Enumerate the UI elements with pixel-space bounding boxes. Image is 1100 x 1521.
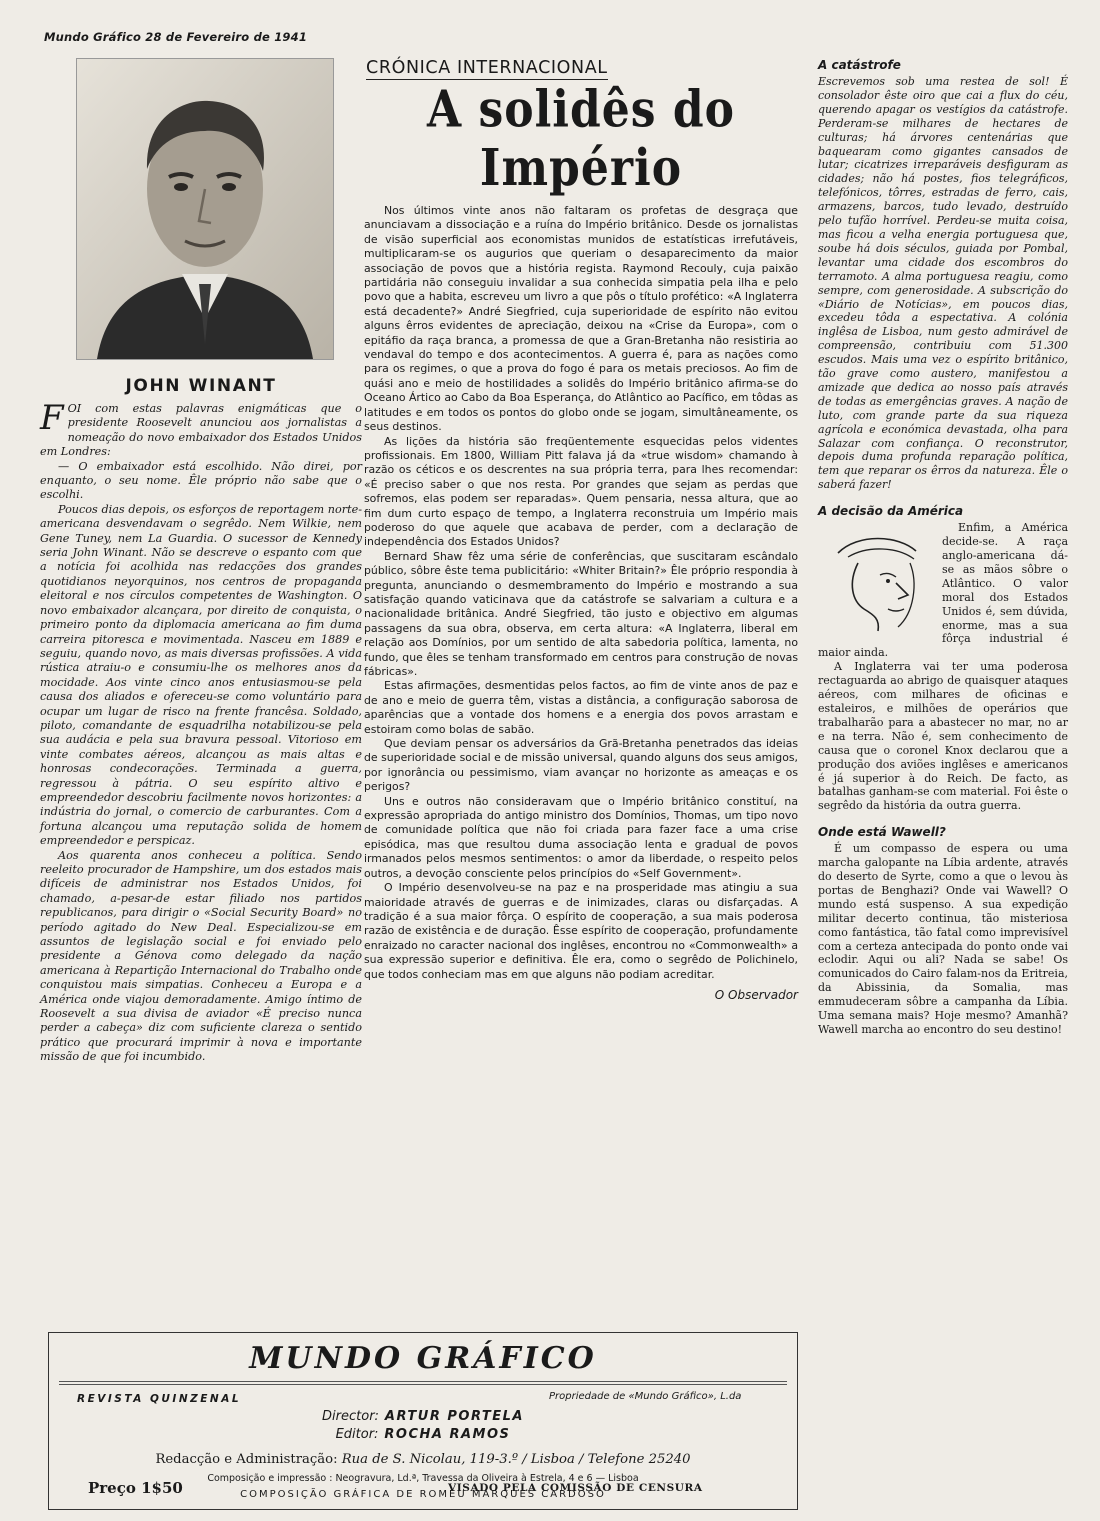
america-section [818,504,1068,813]
masthead-editor: Editor: ROCHA RAMOS [335,1427,511,1442]
profile-column [40,58,362,1065]
masthead-title: MUNDO GRÁFICO [249,1341,597,1376]
article-paragraph: Estas afirmações, desmentidas pelos factos, ao fim de vinte anos de paz e de ano e meio de guerra têm, vistas a distância, a configuração saborosa de aparências que a vontade dos homens e a energia dos povos arrastam e estoiram como bolas de sabão. [364,679,798,736]
masthead-property: Propriedade de «Mundo Gráfico», L.da [549,1391,742,1402]
caricature-sketch [818,523,936,641]
price-label: Preço 1$50 [88,1479,183,1497]
masthead-address: Redacção e Administração: Rua de S. Nicolau, 119-3.º / Lisboa / Telefone 25240 [155,1452,691,1467]
masthead-subtitle: REVISTA QUINZENAL [77,1393,242,1405]
main-article [364,58,798,1002]
headline: A solidês do Império [427,80,735,198]
censorship-note: VISADO PELA COMISSÃO DE CENSURA [448,1482,703,1494]
article-paragraph: Bernard Shaw fêz uma série de conferências, que suscitaram escândalo público, sôbre êste tema publicitário: «Whiter Britain?» Êle próprio respondia à pregunta, anunciando o desmembramento do Império e mostrando a sua satisfação quando vaticinava que da catástrofe se salvariam a cultura e a nacionalidade britânica. André Siegfried, tão justo e objectivo em algumas passagens da sua obra, observa, em certa altura: «A Inglaterra, liberal em relação aos Domínios, por um sentido de alta sabedoria política, lamenta, no fundo, que êles se tenham transformado em centros para construção de novas fábricas». [364,549,798,678]
catastrofe-text: Escrevemos sob uma restea de sol! É consolador êste oiro que cai a flux do céu, querendo apagar os vestígios da catástrofe. Perderam-se milhares de hectares de culturas; há árvores centenárias que baquearam como gigantes cansados de lutar; cicatrizes irreparáveis desfiguram as cidades; não há postes, fios telegráficos, telefónicos, tôrres, estradas de ferro, cais, armazens, barcos, tudo levado, destruído pelo tufão horrível. Perdeu-se muita coisa, mas ficou a velha energia portuguesa que, soube há dois séculos, guiada por Pombal, levantar uma cidade dos escombros do terramoto. A alma portuguesa reagiu, como sempre, com generosidade. A subscrição do «Diário de Notícias», em poucos dias, excedeu tôda a espectativa. A colónia inglêsa de Lisboa, num gesto admirável de compreensão, contribuiu com 51.300 escudos. Mais uma vez o espírito britânico, tão grave como austero, manifestou a amizade que dedica ao nosso país através de todas as emergências graves. A nação de luto, com grande parte da sua riqueza agrícola e económica devastada, olha para Salazar com confiança. O reconstrutor, depois duma profunda reparação política, tem que reparar os êrros da natureza. Êle o saberá fazer! [818,75,1068,492]
article-paragraph: Nos últimos vinte anos não faltaram os profetas de desgraça que anunciavam a dissociação e a ruína do Império britânico. Desde os jornalistas de visão superficial aos economistas munidos de estatísticas irrefutáveis, multiplicaram-se os augurios que queriam o desaparecimento da maior associação de povos que a história regista. Raymond Recouly, cuja paixão partidária não conseguiu invalidar a sua conhecida simpatia pela ilha e pelo povo que a habita, escreveu um livro a que pôs o título profético: «A Inglaterra está decadente?» André Siegfried, cuja superioridade de espírito não evitou alguns êrros evidentes de apreciação, deixou na «Crise da Europa», com o epitáfio da raça branca, a promessa de que a Gran-Bretanha não resistiria ao vendaval do tempo e dos acontecimentos. A guerra é, para as nações como para os regimes, o que a prova do fogo é para os metais preciosos. Ao fim de quási ano e meio de hostilidades a solidês do Império britânico afirma-se do Oceano Ártico ao Cabo da Boa Esperança, do Atlântico ao Pacífico, em tôdas as latitudes e em todos os pontos do globo onde se jogam, simultâneamente, os seus destinos. [364,204,798,434]
profile-article [40,398,362,1065]
article-paragraph: Que deviam pensar os adversários da Grã-Bretanha penetrados das ideias de superioridade social e de missão universal, quando alguns dos seus amigos, por ignorância ou pessimismo, viam avançar no horizonte as ameaças e os perigos? [364,737,799,794]
section-label: CRÓNICA INTERNACIONAL [366,58,608,78]
running-head: Mundo Gráfico 28 de Fevereiro de 1941 [44,30,308,44]
portrait-caption: JOHN WINANT [125,376,277,396]
masthead-graphic-credit: COMPOSIÇÃO GRÁFICA DE ROMEU MARQUES CARDOSO [240,1489,606,1500]
wawell-text: É um compasso de espera ou uma marcha galopante na Líbia ardente, através do deserto de Syrte, como a que o levou às portas de Benghazi? Onde vai Wawell? O mundo está suspenso. A sua expedição militar decerto continua, tão misteriosa como fantástica, tão fatal como imprevisível com a certeza antecipada do ponto onde vai eclodir. Aqui ou ali? Nada se sabe! Os comunicados do Cairo falam-nos da Eritreia, da Abissinia, da Somalia, mas emmudeceram sôbre a campanha da Líbia. Uma semana mais? Hoje mesmo? Amanhã? Wawell marcha ao encontro do seu destino! [818,842,1068,1036]
profile-paragraph: — O embaixador está escolhido. Não direi, por enquanto, o seu nome. Êle próprio não sabe que o escolhi. [40,459,362,502]
catastrofe-heading: A catástrofe [818,58,901,72]
article-paragraph: Uns e outros não consideravam que o Império britânico constituí, na expressão apropriada do antigo ministro dos Domínios, Thomas, um tipo novo de comunidade política que não foi criada para fazer face a uma crise episódica, mas que resultou duma associação lenta e gradual de povos irmanados pelos mesmos sentimentos: o amor da liberdade, o respeito pelos outros, a devoção consciente pelos princípios do «Self Government». [364,794,798,880]
profile-paragraph: Poucos dias depois, os esforços de reportagem norte-americana desvendavam o segrêdo. Nem Wilkie, nem Gene Tuney, nem La Guardia. O sucessor de Kennedy seria John Winant. Não se descreve o espanto com que a notícia foi acolhida nas redacções dos grandes quotidianos neyorquinos, nos centros de propaganda eleitoral e nos círculos competentes de Washington. O novo embaixador alcançara, por direito de conquista, o primeiro ponto da diplomacia americana ao fim duma carreira pitoresca e movimentada. Nasceu em 1889 e seguiu, quando novo, as mais diversas profissões. A vida rústica atraiu-o e consumiu-lhe os melhores anos da mocidade. Aos vinte cinco anos entusiasmou-se pela causa dos aliados e ofereceu-se como voluntário para ocupar um lugar de risco na frente francêsa. Soldado, piloto, comandante de esquadrilha notabilizou-se pela sua audácia e pela sua bravura pessoal. Vitorioso em vinte combates aéreos, alcançou as mais altas e honrosas condecorações. Terminada a guerra, regressou à pátria. O seu espírito altivo e empreendedor descobriu facilmente novos horizontes: a indústria do jornal, o comercio de carburantes. Com a fortuna alcançou uma reputação solida de homem empreendedor e perspicaz. [40,502,362,848]
profile-paragraph: Aos quarenta anos conheceu a política. Sendo reeleito procurador de Hampshire, um dos estados mais difíceis de administrar nos Estados Unidos, foi chamado, a-pesar-de estar filiado nos partidos republicanos, para dirigir o «Social Security Board» no período agitado do New Deal. Especializou-se em assuntos de legislação social e foi enviado pelo presidente a Génova como delegado da nação americana à Repartição Internacional do Trabalho onde conquistou mais simpatias. Conheceu a Europa e a América onde viajou demoradamente. Amigo íntimo de Roosevelt a sua divisa de aviador «É preciso nunca perder a cabeça» diz com suficiente clareza o sentido prático que procurará imprimir à nova e importante missão de que foi incumbido. [40,848,362,1064]
article-body [364,204,798,982]
signature: O Observador [714,987,798,1002]
america-heading: A decisão da América [818,504,964,519]
masthead-rule [59,1381,787,1382]
portrait-illustration [77,59,333,359]
portrait-photo [76,58,334,360]
dropcap: F [40,398,64,438]
article-paragraph: As lições da história são freqüentemente esquecidas pelos videntes profissionais. Em 1800, William Pitt falava já da «true wisdom» chamando à razão os céticos e os descrentes na sua própria terra, para lhes recomendar: «É preciso saber o que nos resta. Por grandes que sejam as perdas que sofremos, elas podem ser reparadas». Quem pensaria, nessa altura, que ao fim dum curto espaço de tempo, a Inglaterra reconstruia um Império mais poderoso do que aquele que acabava de perder, com a declaração de independência dos Estados Unidos? [364,434,798,549]
masthead-rule [59,1384,787,1385]
wawell-section [818,825,1068,1037]
catastrofe-section [818,58,1068,492]
article-paragraph: O Império desenvolveu-se na paz e na prosperidade mas atingiu a sua maioridade através de guerras e de inimizades, claras ou disfarçadas. A tradição é a sua maior fôrça. O espírito de cooperação, a sua mais poderosa razão de existência e de duração. Êsse espírito de cooperação, profundamente enraizado no caracter nacional dos inglêses, encontrou no «Commonwealth» a sua expressão superior e definitiva. Êle era, como o segrêdo de Polichinelo, que todos conheciam mas em que alguns não podiam acreditar. [364,881,798,981]
masthead-composition: Composição e impressão : Neogravura, Ld.ª, Travessa da Oliveira à Estrela, 4 e 6 — Lisboa [207,1473,639,1484]
profile-paragraph: FOI com estas palavras enigmáticas que o presidente Roosevelt anunciou aos jornalistas a nomeação do novo embaixador dos Estados Unidos em Londres: [40,398,362,459]
masthead-director: Director: ARTUR PORTELA [322,1409,524,1424]
wawell-heading: Onde está Wawell? [818,825,946,840]
notes-column [818,58,1068,1049]
america-text: Enfim, a América decide-se. A raça anglo-americana dá-se as mãos sôbre o Atlântico. O valor moral dos Estados Unidos é, sem dúvida, enorme, mas a sua fôrça industrial é maior ainda. A Inglaterra vai ter uma poderosa rectaguarda ao abrigo de quaisquer ataques aéreos, com milhares de oficinas e estaleiros, e milhões de operários que trabalharão para a abastecer no mar, no ar e na terra. Não é, sem conhecimento de causa que o coronel Knox declarou que a produção dos aviões inglêses e americanos é já superior à do Reich. De facto, as batalhas ganham-se com material. Foi êste o segrêdo da história da outra guerra. [818,521,1068,813]
caricature-illustration [818,523,936,641]
